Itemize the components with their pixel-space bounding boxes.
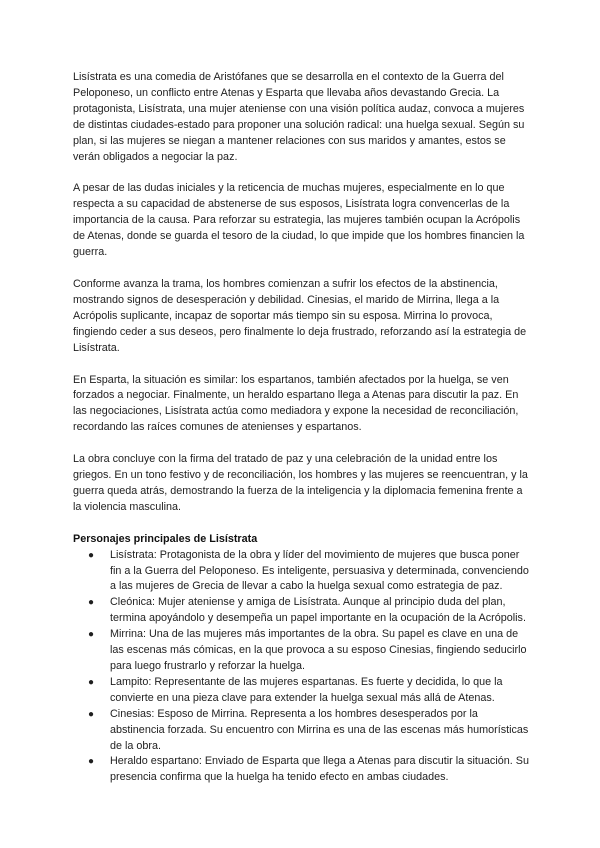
bullet-icon: ● bbox=[88, 629, 95, 641]
bullet-icon: ● bbox=[88, 549, 95, 561]
list-item bbox=[73, 754, 531, 786]
list-item bbox=[73, 675, 531, 707]
bullet-icon: ● bbox=[88, 708, 95, 720]
bullet-icon: ● bbox=[88, 756, 95, 768]
paragraph-sparta: En Esparta, la situación es similar: los espartanos, también afectados por la huelga, se ven forzados a negociar. Finalmente, un heraldo espartano llega a Atenas para discutir la paz. En las negociaciones, Lisístrata actúa como mediadora y expone la necesidad de reconciliación, recordando las raíces comunes de atenienses y espartanos. bbox=[73, 373, 519, 434]
paragraph-abstinence: Conforme avanza la trama, los hombres comienzan a sufrir los efectos de la abstinencia, mostrando signos de desesperación y debilidad. Cinesias, el marido de Mirrina, llega a la Acrópolis suplicante, incapaz de soportar más tiempo sin su esposa. Mirrina lo provoca, fingiendo ceder a sus deseos, pero finalmente lo deja frustrado, reforzando así la estrategia de Lisístrata. bbox=[73, 277, 527, 354]
document-body bbox=[73, 70, 531, 786]
paragraph-conclusion: La obra concluye con la firma del tratado de paz y una celebración de la unidad entre los griegos. En un tono festivo y de reconciliación, los hombres y las mujeres se reencuentran, y la guerra queda atrás, demostrando la fuerza de la inteligencia y la diplomacia femenina frente a la violencia masculina. bbox=[73, 453, 528, 513]
list-item bbox=[73, 707, 531, 755]
character-cinesias: Cinesias: Esposo de Mirrina. Representa a los hombres desesperados por la abstinencia forzada. Su encuentro con Mirrina es una de las escenas más humorísticas de la obra. bbox=[110, 707, 529, 752]
character-lisistrata: Lisístrata: Protagonista de la obra y líder del movimiento de mujeres que busca poner fin a la Guerra del Peloponeso. Es inteligente, persuasiva y determinada, convenciendo a las mujeres de Grecia de llevar a cabo la huelga sexual como estrategia de paz. bbox=[110, 548, 529, 593]
paragraph-intro: Lisístrata es una comedia de Aristófanes que se desarrolla en el contexto de la Guerra del Peloponeso, un conflicto entre Atenas y Esparta que llevaba años devastando Grecia. La protagonista, Lisístrata, una mujer ateniense con una visión política audaz, convoca a mujeres de distintas ciudades-estado para proponer una solución radical: una huelga sexual. Según su plan, si las mujeres se niegan a mantener relaciones con sus maridos y amantes, estos se verán obligados a negociar la paz. bbox=[73, 71, 525, 163]
character-cleonica: Cleónica: Mujer ateniense y amiga de Lisístrata. Aunque al principio duda del plan, termina apoyándolo y desempeña un papel importante en la ocupación de la Acrópolis. bbox=[110, 596, 526, 625]
character-mirrina: Mirrina: Una de las mujeres más importantes de la obra. Su papel es clave en una de las escenas más cómicas, en la que provoca a su esposo Cinesias, fingiendo seducirlo para luego frustrarlo y reforzar la huelga. bbox=[110, 628, 527, 672]
bullet-icon: ● bbox=[88, 676, 95, 688]
characters-list bbox=[73, 548, 531, 787]
list-item bbox=[73, 595, 531, 627]
list-item bbox=[73, 627, 531, 675]
bullet-icon: ● bbox=[88, 597, 95, 609]
paragraph-doubts: A pesar de las dudas iniciales y la reticencia de muchas mujeres, especialmente en lo que respecta a su capacidad de abstenerse de sus esposos, Lisístrata logra convencerlas de la importancia de la causa. Para reforzar su estrategia, las mujeres también ocupan la Acrópolis de Atenas, donde se guarda el tesoro de la ciudad, lo que impide que los hombres financien la guerra. bbox=[73, 182, 525, 259]
character-lampito: Lampito: Representante de las mujeres espartanas. Es fuerte y decidida, lo que la convierte en una pieza clave para extender la huelga sexual más allá de Atenas. bbox=[110, 675, 503, 704]
characters-heading: Personajes principales de Lisístrata bbox=[73, 532, 258, 545]
list-item bbox=[73, 548, 531, 596]
character-heraldo: Heraldo espartano: Enviado de Esparta que llega a Atenas para discutir la situación. Su presencia confirma que la huelga ha tenido efecto en ambas ciudades. bbox=[110, 755, 529, 784]
